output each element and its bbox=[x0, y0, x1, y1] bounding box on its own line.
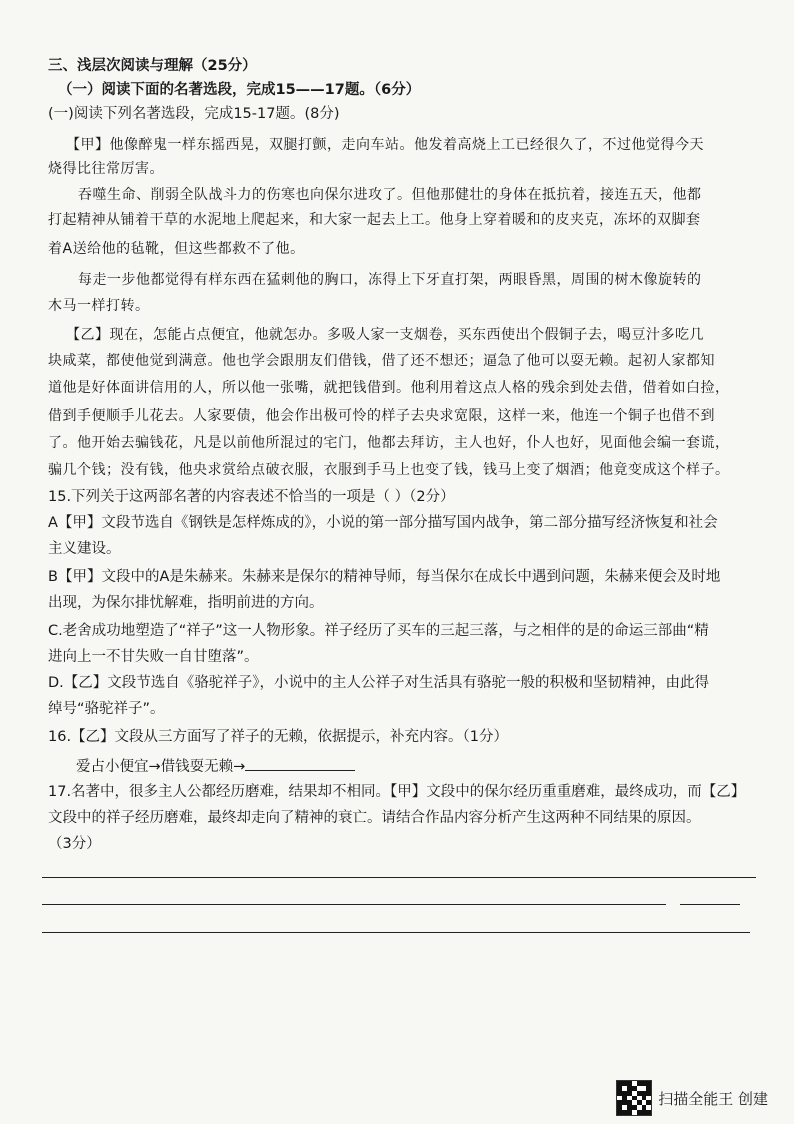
passage-jia-line: 木马一样打转。 bbox=[48, 298, 150, 314]
passage-yi-line: 了。他开始去骗钱花，凡是以前他所混过的宅门，他都去拜访，主人也好，仆人也好，见面他会编一套谎， bbox=[48, 435, 730, 451]
passage-yi-line: 道他是好体面讲信用的人，所以他一张嘴，就把钱借到。他利用着这点人格的残余到处去借，借着如白捡， bbox=[48, 380, 730, 396]
q17-score: （3分） bbox=[48, 836, 101, 852]
answer-line[interactable] bbox=[680, 904, 740, 905]
q16-hint-row bbox=[76, 756, 792, 777]
q15-stem: 15.下列关于这两部名著的内容表述不恰当的一项是（ ）（2分） bbox=[48, 489, 455, 505]
q15-option-d-cont: 绰号“骆驼祥子”。 bbox=[48, 701, 165, 717]
passage-jia-line: 着A送给他的毡靴，但这些都救不了他。 bbox=[48, 241, 305, 257]
q15-option-a-cont: 主义建设。 bbox=[48, 541, 121, 557]
passage-jia-line: 每走一步他都觉得有样东西在猛刺他的胸口，冻得上下牙直打架，两眼昏黑，周围的树木像旋转的 bbox=[78, 272, 702, 288]
section-title: 三、浅层次阅读与理解（25分） bbox=[48, 58, 257, 74]
q17-stem-cont: 文段中的祥子经历磨难，最终却走向了精神的衰亡。请结合作品内容分析产生这两种不同结果的原因。 bbox=[48, 810, 701, 826]
passage-jia-line: 烧得比往常厉害。 bbox=[48, 161, 164, 177]
answer-line[interactable] bbox=[42, 932, 750, 933]
passage-yi-line: 块咸菜，都使他觉到满意。他也学会跟朋友们借钱，借了还不想还；逼急了他可以耍无赖。起初人家都知 bbox=[48, 353, 715, 369]
scanner-watermark-text: 扫描全能王 创建 bbox=[658, 1089, 768, 1108]
part-heading-2: (一)阅读下列名著选段，完成15-17题。(8分) bbox=[48, 106, 340, 122]
answer-line[interactable] bbox=[42, 877, 756, 878]
qr-code-icon bbox=[616, 1080, 652, 1116]
q15-option-a: A【甲】文段节选自《钢铁是怎样炼成的》，小说的第一部分描写国内战争，第二部分描写经济恢复和社会 bbox=[48, 515, 718, 531]
passage-yi-line: 【乙】现在，怎能占点便宜，他就怎办。多吸人家一支烟卷，买东西使出个假铜子去，喝豆汁多吃几 bbox=[66, 327, 704, 343]
passage-jia-line: 吞噬生命、削弱全队战斗力的伤寒也向保尔进攻了。但他那健壮的身体在抵抗着，接连五天，他都 bbox=[78, 187, 702, 203]
q16-answer-blank[interactable] bbox=[245, 756, 355, 771]
q16-hint: 爱占小便宜→借钱耍无赖→ bbox=[76, 759, 246, 775]
q15-option-c: C.老舍成功地塑造了“祥子”这一人物形象。祥子经历了买车的三起三落，与之相伴的是的命运三部曲“精 bbox=[48, 623, 709, 639]
answer-line[interactable] bbox=[42, 904, 666, 905]
passage-jia-line: 【甲】他像醉鬼一样东摇西晃，双腿打颤，走向车站。他发着高烧上工已经很久了，不过他觉得今天 bbox=[66, 137, 704, 153]
scanner-watermark bbox=[616, 1080, 768, 1116]
q17-stem: 17.名著中，很多主人公都经历磨难，结果却不相同。【甲】文段中的保尔经历重重磨难，最终成功，而【乙】 bbox=[48, 784, 746, 800]
part-heading: （一）阅读下面的名著选段，完成15——17题。（6分） bbox=[58, 82, 421, 98]
passage-yi-line: 借到手便顺手儿花去。人家要债，他会作出极可怜的样子去央求宽限，这样一来，他连一个铜子也借不到 bbox=[48, 408, 715, 424]
passage-yi-line: 骗几个钱；没有钱，他央求赏给点破衣服，衣服到手马上也变了钱，钱马上变了烟酒；他竟变成这个样子。 bbox=[48, 462, 730, 478]
q15-option-c-cont: 进向上一不甘失败一自甘堕落”。 bbox=[48, 649, 259, 665]
q15-option-b-cont: 出现，为保尔排忧解难，指明前进的方向。 bbox=[48, 595, 324, 611]
q15-option-d: D.【乙】文段节选自《骆驼祥子》，小说中的主人公祥子对生活具有骆驼一般的积极和坚韧精神，由此得 bbox=[48, 675, 710, 691]
q16-stem: 16.【乙】文段从三方面写了祥子的无赖，依据提示，补充内容。（1分） bbox=[48, 729, 509, 745]
q15-option-b: B【甲】文段中的A是朱赫来。朱赫来是保尔的精神导师，每当保尔在成长中遇到问题，朱赫来便会及时地 bbox=[48, 569, 721, 585]
passage-jia-line: 打起精神从铺着干草的水泥地上爬起来，和大家一起去上工。他身上穿着暖和的皮夹克，冻坏的双脚套 bbox=[48, 212, 701, 228]
